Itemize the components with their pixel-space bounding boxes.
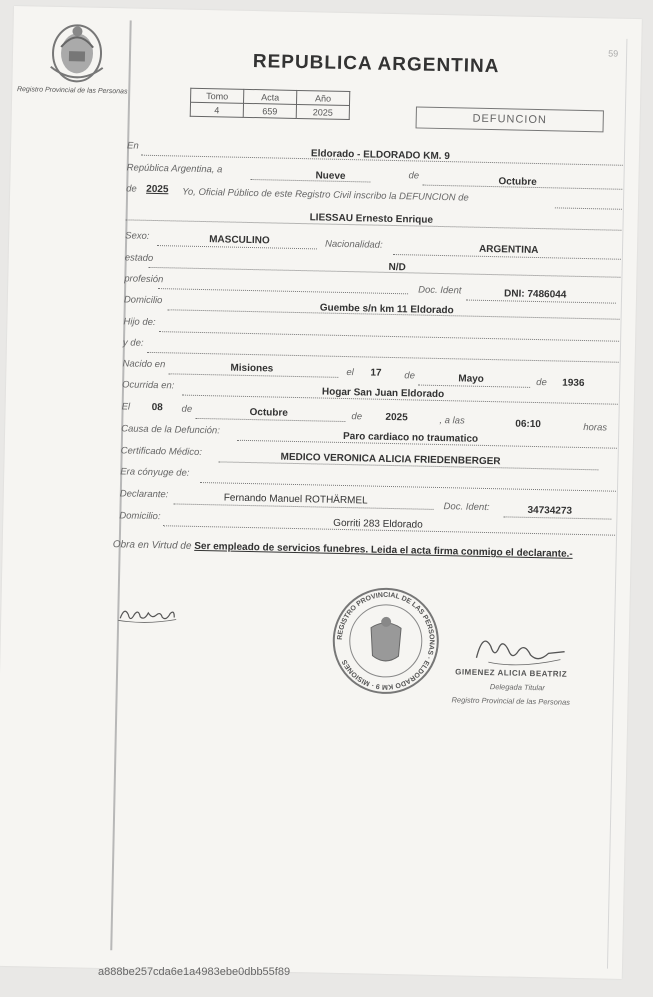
acta-value: 659 <box>243 103 296 118</box>
label-hijo-de: Hijo de: <box>123 316 156 329</box>
birth-month-value: Mayo <box>458 373 484 385</box>
label-de: de <box>181 403 193 415</box>
label-estado: estado <box>124 252 154 264</box>
record-type-box: DEFUNCION <box>416 106 604 132</box>
certificate-page <box>0 6 642 979</box>
dotted-line <box>195 418 345 422</box>
address-value: Guembe s/n km 11 Eldorado <box>319 302 454 317</box>
obra-text: Ser empleado de servicios funebres. Leida el acta firma conmigo el declarante.- <box>194 540 573 560</box>
label-obra: Obra en Virtud de <box>112 539 192 552</box>
dotted-line <box>555 207 622 209</box>
dotted-line <box>158 288 408 294</box>
coat-of-arms-icon <box>40 17 113 88</box>
dotted-line <box>503 516 611 519</box>
month-value: Octubre <box>498 176 537 188</box>
registry-label: Registro Provincial de las Personas <box>16 86 128 96</box>
dotted-line <box>466 300 616 304</box>
page-title: REPUBLICA ARGENTINA <box>252 51 500 78</box>
margin-line <box>110 20 131 950</box>
label-republica: República Argentina, a <box>126 162 223 176</box>
margin-line-right <box>607 39 627 969</box>
medical-certificate-value: MEDICO VERONICA ALICIA FRIEDENBERGER <box>280 451 501 468</box>
dotted-line <box>149 267 621 278</box>
declarant-doc-value: 34734273 <box>527 504 573 517</box>
official-org: Registro Provincial de las Personas <box>451 695 571 707</box>
obra-en-virtud <box>113 538 623 563</box>
label-sexo: Sexo: <box>125 230 150 242</box>
ano-value: 2025 <box>296 104 349 119</box>
label-y-de: y de: <box>122 337 144 349</box>
registry-statement: Yo, Oficial Público de este Registro Civil inscribo la DEFUNCION de <box>182 186 469 204</box>
dotted-line <box>250 179 370 183</box>
acta-header: Acta <box>244 89 297 104</box>
page-number: 59 <box>608 48 619 59</box>
death-month-value: Octubre <box>249 407 288 419</box>
dotted-line <box>147 352 619 363</box>
label-domicilio: Domicilio <box>123 294 163 307</box>
tomo-acta-table <box>190 88 351 120</box>
declarant-signature <box>116 604 178 627</box>
label-certificado: Certificado Médico: <box>120 445 203 459</box>
place-of-death-value: Hogar San Juan Eldorado <box>321 386 445 401</box>
birth-year-value: 1936 <box>562 377 585 390</box>
place-value: Eldorado - ELDORADO KM. 9 <box>310 148 450 163</box>
year-value: 2025 <box>146 183 169 196</box>
birth-day-value: 17 <box>370 367 382 379</box>
ano-header: Año <box>297 90 350 105</box>
label-declarante: Declarante: <box>119 488 169 501</box>
label-conyuge: Era cónyuge de: <box>120 466 190 479</box>
label-el: el <box>346 367 354 379</box>
nationality-value: ARGENTINA <box>478 243 539 257</box>
label-nacido-en: Nacido en <box>122 358 166 371</box>
label-en: En <box>126 140 139 152</box>
deceased-name: LIESSAU Ernesto Enrique <box>309 212 434 226</box>
death-year-value: 2025 <box>385 411 408 424</box>
label-doc-ident: Doc. Ident <box>418 284 462 297</box>
birthplace-value: Misiones <box>230 362 274 375</box>
death-time-value: 06:10 <box>515 418 542 431</box>
label-de: de <box>408 170 420 182</box>
label-doc-ident: Doc. Ident: <box>443 501 490 514</box>
cause-of-death-value: Paro cardiaco no traumatico <box>342 430 479 445</box>
official-name: GIMENEZ ALICIA BEATRIZ <box>455 667 568 679</box>
label-el: El <box>121 401 131 413</box>
label-domicilio: Domicilio: <box>119 510 161 523</box>
label-profesion: profesión <box>124 273 164 286</box>
label-de: de <box>404 370 416 382</box>
dni-value: DNI: 7486044 <box>503 288 567 301</box>
label-ocurrida-en: Ocurrida en: <box>121 379 175 392</box>
label-a-las: , a las <box>439 415 465 427</box>
official-role: Delegada Titular <box>489 682 545 693</box>
document-hash: a888be257cda6e1a4983ebe0dbb55f89 <box>98 966 291 978</box>
dotted-line <box>159 331 619 342</box>
death-day-value: 08 <box>151 401 163 414</box>
label-nacionalidad: Nacionalidad: <box>324 238 383 251</box>
tomo-value: 4 <box>190 102 243 117</box>
dotted-line <box>200 482 616 492</box>
seal-text: REGISTRO PROVINCIAL DE LAS PERSONAS · ELDORADO KM 9 · MISIONES <box>336 591 435 690</box>
tomo-header: Tomo <box>191 88 244 103</box>
official-seal <box>330 585 442 697</box>
label-horas: horas <box>583 422 608 434</box>
declarant-name: Fernando Manuel ROTHÄRMEL <box>223 492 368 507</box>
label-de: de <box>536 377 547 389</box>
marital-status-value: N/D <box>388 261 406 274</box>
sex-value: MASCULINO <box>209 234 270 247</box>
declarant-address-value: Gorriti 283 Eldorado <box>333 517 423 531</box>
label-de: de <box>351 411 363 423</box>
label-causa: Causa de la Defunción: <box>121 423 221 437</box>
dotted-line <box>418 385 530 388</box>
day-value: Nueve <box>315 170 346 182</box>
label-de: de <box>126 183 137 195</box>
